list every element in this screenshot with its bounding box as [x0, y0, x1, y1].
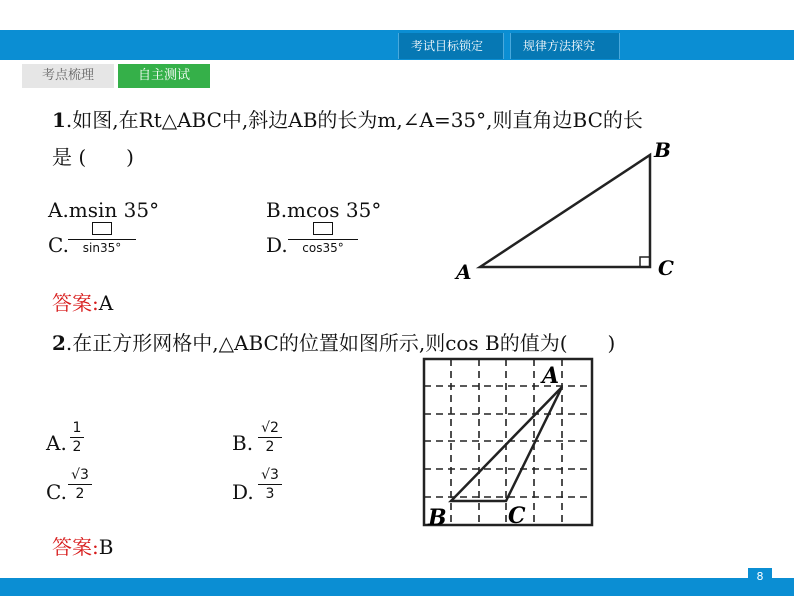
q2-option-c-prefix: C.: [46, 480, 67, 504]
q2-label-c: C: [508, 503, 526, 529]
footer-bar: [0, 578, 794, 596]
tab-exam-goals[interactable]: 考试目标锁定: [398, 33, 504, 59]
q1-option-d-numerator: [288, 222, 358, 240]
q2-label-a: A: [542, 363, 560, 389]
q2-number: 2: [52, 331, 66, 355]
q1-label-a: A: [456, 260, 472, 284]
q2-option-b-numerator: √2: [258, 420, 282, 438]
q2-line: [52, 327, 615, 356]
header-bar: [0, 30, 794, 60]
q2-option-a-fraction: [70, 420, 84, 455]
q1-option-d-prefix: D.: [266, 233, 288, 257]
q1-answer: [52, 287, 113, 316]
q1-answer-value: A: [98, 291, 114, 315]
q2-grid-figure: [420, 355, 600, 530]
q1-option-a: A.msin 35°: [48, 198, 160, 222]
q1-number: 1: [52, 108, 66, 132]
right-angle-mark: [640, 257, 650, 267]
q1-option-c-fraction: [68, 222, 136, 255]
q2-option-d-prefix: D.: [232, 480, 254, 504]
q1-option-c-prefix: C.: [48, 233, 69, 257]
q2-option-d-denominator: 3: [265, 486, 275, 502]
missing-glyph-icon: [92, 222, 112, 235]
q2-option-a-numerator: 1: [70, 420, 84, 438]
tab-methods[interactable]: 规律方法探究: [510, 33, 620, 59]
q2-answer: [52, 531, 113, 560]
q2-option-c-numerator: √3: [68, 467, 92, 485]
q1-option-d-fraction: [288, 222, 358, 255]
q2-label-b: B: [428, 505, 447, 530]
q1-line2: 是 ( ): [52, 145, 134, 169]
q2-option-b-fraction: [258, 420, 282, 455]
q2-option-d-numerator: √3: [258, 467, 282, 485]
q1-label-c: C: [658, 256, 674, 280]
q1-triangle-figure: [440, 135, 700, 285]
q2-answer-label: 答案:: [52, 535, 99, 559]
q2-option-c-denominator: 2: [75, 486, 85, 502]
q2-option-a-denominator: 2: [72, 439, 82, 455]
q1-option-c-numerator: [68, 222, 136, 240]
q1-label-b: B: [654, 138, 671, 162]
q1-option-b: B.mcos 35°: [266, 198, 382, 222]
q2-answer-value: B: [98, 535, 114, 559]
q2-option-b-denominator: 2: [265, 439, 275, 455]
missing-glyph-icon: [313, 222, 333, 235]
q2-option-d-fraction: [258, 467, 282, 502]
subtab-self-test[interactable]: 自主测试: [118, 64, 210, 88]
q1-line1: [52, 104, 643, 133]
q1-answer-label: 答案:: [52, 291, 99, 315]
q2-option-b-prefix: B.: [232, 431, 254, 455]
q2-stem: .在正方形网格中,△ABC的位置如图所示,则cos B的值为( ): [65, 331, 616, 355]
q1-stem: .如图,在Rt△ABC中,斜边AB的长为m,∠A=35°,则直角边BC的长: [65, 108, 643, 132]
page-number: 8: [748, 568, 772, 586]
subtab-key-points[interactable]: 考点梳理: [22, 64, 114, 88]
q1-triangle: [480, 155, 650, 267]
q2-option-a-prefix: A.: [46, 431, 67, 455]
q1-option-d-denominator: cos35°: [302, 241, 344, 255]
q2-option-c-fraction: [68, 467, 92, 502]
q1-option-c-denominator: sin35°: [82, 241, 122, 255]
